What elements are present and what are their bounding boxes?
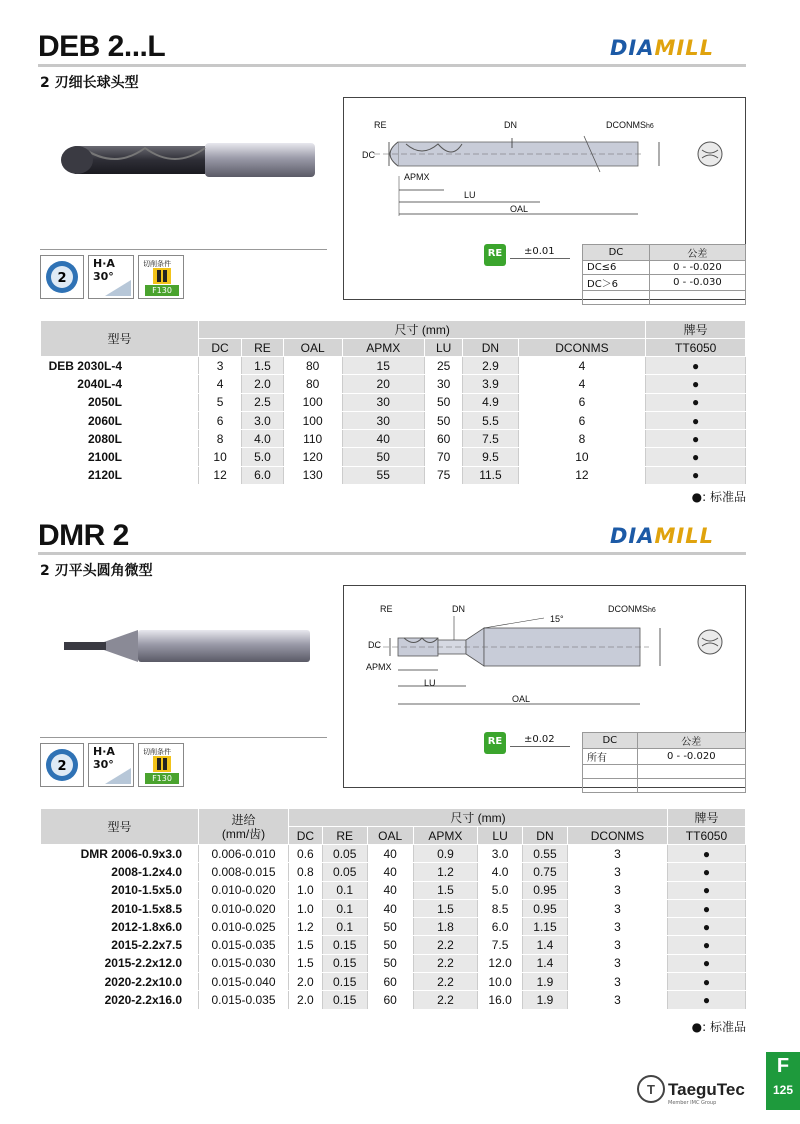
section2-subtitle: 2 刃平头圆角微型 <box>40 563 153 579</box>
value-cell: ● <box>667 954 745 972</box>
table-row <box>41 430 746 448</box>
value-cell: 0.6 <box>289 845 323 863</box>
table-row <box>41 863 746 881</box>
value-cell: ● <box>646 393 746 411</box>
value-cell: 0.15 <box>322 991 367 1009</box>
value-cell: 0.95 <box>523 881 568 899</box>
value-cell: 12 <box>199 466 242 484</box>
flute-count-text-2: 2 <box>57 759 67 774</box>
section1-subtitle: 2 刃细长球头型 <box>40 75 139 91</box>
table-row <box>41 954 746 972</box>
model-cell: 2100L <box>41 448 199 466</box>
re-tolerance-value: ±0.01 <box>524 246 555 257</box>
value-cell: 8.5 <box>478 899 523 917</box>
value-cell: 3 <box>199 357 242 375</box>
feed-cell: 0.010-0.020 <box>199 881 289 899</box>
cutting-code-badge-2: F130 <box>145 773 179 784</box>
value-cell: 8 <box>199 430 242 448</box>
value-cell: 2.0 <box>289 973 323 991</box>
section-letter: F <box>776 1055 790 1077</box>
value-cell: 10 <box>518 448 646 466</box>
value-cell: 50 <box>424 393 462 411</box>
corner-radius-end-mill-image <box>60 628 315 664</box>
value-cell: 1.9 <box>523 973 568 991</box>
value-cell: 0.1 <box>322 918 367 936</box>
value-cell: 1.5 <box>289 936 323 954</box>
section1-spec-table: 型号 尺寸 (mm) 牌号 DC RE OAL APMX LU DN DCONMS TT6050 DEB 2030L-4 3 1.5 80 15 25 2.9 4 ● 2040L-4 4 2.0 80 20 30 3.9 4 ● 2050L 5 2.5 100 30 50 4.9 6 ● 2060L 6 3.0 100 30 50 5.5 6 ● 2080L 8 4.0 110 40 60 7.5 8 ● 2100L 10 5.0 120 50 70 9.5 10 ● 2120L 12 6.0 130 55 75 11.5 12 ● <box>40 320 746 485</box>
value-cell: 4.0 <box>478 863 523 881</box>
table-row <box>41 918 746 936</box>
value-cell: 1.2 <box>413 863 477 881</box>
value-cell: 30 <box>342 393 424 411</box>
feed-cell: 0.008-0.015 <box>199 863 289 881</box>
flute-count-text: 2 <box>57 271 67 286</box>
value-cell: 3 <box>567 954 667 972</box>
value-cell: 80 <box>283 375 342 393</box>
value-cell: ● <box>667 918 745 936</box>
model-cell: DMR 2006-0.9x3.0 <box>41 845 199 863</box>
feed-cell: 0.015-0.030 <box>199 954 289 972</box>
value-cell: 1.5 <box>413 881 477 899</box>
section1-standard-note: ●: 标准品 <box>691 490 746 504</box>
diamill-logo-2: DIAMILL <box>610 524 714 548</box>
value-cell: ● <box>667 899 745 917</box>
value-cell: 6.0 <box>242 466 284 484</box>
section1-divider <box>40 249 327 250</box>
value-cell: 60 <box>367 991 413 1009</box>
value-cell: 2.9 <box>463 357 518 375</box>
cutting-condition-icon: 切削条件 F130 <box>138 255 184 299</box>
value-cell: 6 <box>518 393 646 411</box>
value-cell: 16.0 <box>478 991 523 1009</box>
section2-divider <box>40 737 327 738</box>
value-cell: 1.5 <box>289 954 323 972</box>
value-cell: 0.1 <box>322 899 367 917</box>
value-cell: 5.0 <box>242 448 284 466</box>
section2-standard-note: ●: 标准品 <box>691 1020 746 1034</box>
table-row <box>41 393 746 411</box>
value-cell: 40 <box>367 881 413 899</box>
model-cell: 2080L <box>41 430 199 448</box>
ball-end-mill-image <box>55 140 320 184</box>
model-cell: DEB 2030L-4 <box>41 357 199 375</box>
value-cell: 12 <box>518 466 646 484</box>
value-cell: 1.8 <box>413 918 477 936</box>
value-cell: 70 <box>424 448 462 466</box>
table-row <box>41 375 746 393</box>
feed-cell: 0.015-0.040 <box>199 973 289 991</box>
value-cell: 50 <box>367 918 413 936</box>
value-cell: 0.9 <box>413 845 477 863</box>
value-cell: 12.0 <box>478 954 523 972</box>
value-cell: ● <box>646 430 746 448</box>
model-cell: 2020-2.2x10.0 <box>41 973 199 991</box>
model-cell: 2010-1.5x5.0 <box>41 881 199 899</box>
taegutec-logo-text: TaeguTec <box>668 1080 745 1099</box>
value-cell: 1.0 <box>289 881 323 899</box>
value-cell: 50 <box>367 954 413 972</box>
value-cell: 0.05 <box>322 845 367 863</box>
value-cell: 6.0 <box>478 918 523 936</box>
value-cell: 6 <box>518 411 646 429</box>
value-cell: ● <box>646 375 746 393</box>
cutting-condition-icon-2: 切削条件 F130 <box>138 743 184 787</box>
value-cell: 60 <box>367 973 413 991</box>
table-row <box>41 845 746 863</box>
table-row <box>41 991 746 1009</box>
value-cell: 60 <box>424 430 462 448</box>
value-cell: 20 <box>342 375 424 393</box>
value-cell: 40 <box>367 845 413 863</box>
model-cell: 2040L-4 <box>41 375 199 393</box>
value-cell: 7.5 <box>478 936 523 954</box>
value-cell: ● <box>667 991 745 1009</box>
section2-title: DMR 2 <box>38 519 129 552</box>
value-cell: ● <box>667 936 745 954</box>
value-cell: 4 <box>518 375 646 393</box>
taegutec-logo-sub: Member IMC Group <box>668 1100 717 1106</box>
table-row <box>41 411 746 429</box>
value-cell: 15 <box>342 357 424 375</box>
value-cell: 1.2 <box>289 918 323 936</box>
value-cell: 1.4 <box>523 954 568 972</box>
value-cell: 10 <box>199 448 242 466</box>
value-cell: 80 <box>283 357 342 375</box>
value-cell: 30 <box>424 375 462 393</box>
value-cell: 1.5 <box>413 899 477 917</box>
table-row <box>41 448 746 466</box>
table-row <box>41 881 746 899</box>
value-cell: 3.0 <box>478 845 523 863</box>
value-cell: 4 <box>518 357 646 375</box>
value-cell: 1.5 <box>242 357 284 375</box>
section-tab <box>766 1052 800 1110</box>
value-cell: 75 <box>424 466 462 484</box>
value-cell: 40 <box>342 430 424 448</box>
value-cell: 0.15 <box>322 954 367 972</box>
value-cell: 4 <box>199 375 242 393</box>
value-cell: 1.9 <box>523 991 568 1009</box>
value-cell: 2.2 <box>413 954 477 972</box>
re-tolerance-badge: RE <box>484 244 506 266</box>
value-cell: 11.5 <box>463 466 518 484</box>
value-cell: ● <box>667 973 745 991</box>
table-row <box>41 973 746 991</box>
feed-cell: 0.010-0.025 <box>199 918 289 936</box>
value-cell: ● <box>667 863 745 881</box>
value-cell: 100 <box>283 411 342 429</box>
value-cell: 0.55 <box>523 845 568 863</box>
value-cell: 1.4 <box>523 936 568 954</box>
model-cell: 2020-2.2x16.0 <box>41 991 199 1009</box>
value-cell: 0.05 <box>322 863 367 881</box>
value-cell: 0.95 <box>523 899 568 917</box>
table-row <box>41 936 746 954</box>
value-cell: 50 <box>367 936 413 954</box>
value-cell: ● <box>667 845 745 863</box>
value-cell: 2.0 <box>242 375 284 393</box>
value-cell: ● <box>646 466 746 484</box>
helix-angle-icon-2: H·A 30° <box>88 743 134 787</box>
value-cell: 7.5 <box>463 430 518 448</box>
model-cell: 2008-1.2x4.0 <box>41 863 199 881</box>
section2-tolerance-table: DC 公差 所有 0 - -0.020 <box>582 732 746 793</box>
value-cell: 3 <box>567 863 667 881</box>
taegutec-logo-icon <box>636 1074 666 1104</box>
value-cell: 100 <box>283 393 342 411</box>
model-cell: 2050L <box>41 393 199 411</box>
value-cell: 0.8 <box>289 863 323 881</box>
value-cell: ● <box>646 357 746 375</box>
value-cell: 3 <box>567 899 667 917</box>
value-cell: ● <box>667 881 745 899</box>
section2-rule <box>38 552 746 555</box>
value-cell: 0.75 <box>523 863 568 881</box>
value-cell: 25 <box>424 357 462 375</box>
value-cell: 50 <box>342 448 424 466</box>
value-cell: 9.5 <box>463 448 518 466</box>
feed-cell: 0.015-0.035 <box>199 991 289 1009</box>
value-cell: 3 <box>567 973 667 991</box>
model-cell: 2010-1.5x8.5 <box>41 899 199 917</box>
value-cell: 6 <box>199 411 242 429</box>
feed-cell: 0.015-0.035 <box>199 936 289 954</box>
value-cell: 4.9 <box>463 393 518 411</box>
value-cell: 0.1 <box>322 881 367 899</box>
model-cell: 2015-2.2x12.0 <box>41 954 199 972</box>
value-cell: 110 <box>283 430 342 448</box>
section1-rule <box>38 64 746 67</box>
flute-count-icon <box>40 255 84 299</box>
value-cell: 3 <box>567 936 667 954</box>
value-cell: 1.15 <box>523 918 568 936</box>
value-cell: 3 <box>567 991 667 1009</box>
section1-tolerance-table: DC 公差 DC≤6 0 - -0.020 DC＞6 0 - -0.030 <box>582 244 746 305</box>
value-cell: 3 <box>567 881 667 899</box>
value-cell: 3.9 <box>463 375 518 393</box>
value-cell: 4.0 <box>242 430 284 448</box>
value-cell: 55 <box>342 466 424 484</box>
section2-spec-table: 型号 进给 (mm/齿) 尺寸 (mm) 牌号 DC RE OAL APMX LU DN DCONMS TT6050 DMR 2006-0.9x3.0 0.006-0.010 0.6 0.05 40 0.9 3.0 0.55 3 ● 2008-1.2x4.0 0.008-0.015 0.8 0.05 40 1.2 4.0 0.75 3 ● 2010-1.5x5.0 0.010-0.020 1.0 0.1 40 1.5 5.0 0.95 3 ● 2010-1.5x8.5 0.010-0.020 1.0 0.1 40 1.5 8.5 0.95 3 ● 2012-1.8x6.0 0.010-0.025 1.2 0.1 50 1.8 6.0 1.15 3 ● 2015-2.2x7.5 0.015-0.035 1.5 0.15 50 2.2 7.5 1.4 3 ● 2015-2.2x12.0 0.015-0.030 1.5 0.15 50 2.2 12.0 1.4 3 ● 2020-2.2x10.0 0.015-0.040 2.0 0.15 60 2.2 10.0 1.9 3 ● 2020-2.2x16.0 0.015-0.035 2.0 0.15 60 2.2 16.0 1.9 3 ● <box>40 808 746 1010</box>
value-cell: 2.2 <box>413 936 477 954</box>
diamill-logo: DIAMILL <box>610 36 714 60</box>
value-cell: ● <box>646 448 746 466</box>
value-cell: 0.15 <box>322 936 367 954</box>
cutting-code-badge: F130 <box>145 285 179 296</box>
value-cell: 5 <box>199 393 242 411</box>
value-cell: 30 <box>342 411 424 429</box>
feed-cell: 0.006-0.010 <box>199 845 289 863</box>
value-cell: 3 <box>567 845 667 863</box>
value-cell: 2.0 <box>289 991 323 1009</box>
value-cell: 2.5 <box>242 393 284 411</box>
re-tolerance-badge-2: RE <box>484 732 506 754</box>
table-row <box>41 899 746 917</box>
model-cell: 2060L <box>41 411 199 429</box>
value-cell: ● <box>646 411 746 429</box>
feed-cell: 0.010-0.020 <box>199 899 289 917</box>
re-tolerance-value-2: ±0.02 <box>524 734 555 745</box>
svg-text:T: T <box>647 1082 655 1097</box>
value-cell: 120 <box>283 448 342 466</box>
section1-title: DEB 2...L <box>38 30 166 63</box>
section1-drawing: RE DN DCONMSh6 DC APMX LU OAL RE ±0.01 DC 公差 DC≤6 0 - -0.020 DC＞6 0 - -0.030 <box>343 97 746 300</box>
model-cell: 2015-2.2x7.5 <box>41 936 199 954</box>
page-number: 125 <box>772 1083 794 1097</box>
value-cell: 5.5 <box>463 411 518 429</box>
value-cell: 0.15 <box>322 973 367 991</box>
value-cell: 8 <box>518 430 646 448</box>
table-row <box>41 466 746 484</box>
value-cell: 1.0 <box>289 899 323 917</box>
value-cell: 40 <box>367 863 413 881</box>
value-cell: 2.2 <box>413 973 477 991</box>
value-cell: 10.0 <box>478 973 523 991</box>
value-cell: 5.0 <box>478 881 523 899</box>
flute-count-icon-2 <box>40 743 84 787</box>
value-cell: 40 <box>367 899 413 917</box>
model-cell: 2012-1.8x6.0 <box>41 918 199 936</box>
table-row <box>41 357 746 375</box>
value-cell: 130 <box>283 466 342 484</box>
value-cell: 50 <box>424 411 462 429</box>
value-cell: 2.2 <box>413 991 477 1009</box>
value-cell: 3 <box>567 918 667 936</box>
helix-angle-icon: H·A 30° <box>88 255 134 299</box>
model-cell: 2120L <box>41 466 199 484</box>
section2-drawing: RE DN 15° DCONMSh6 DC APMX LU OAL RE ±0.02 DC 公差 所有 0 - -0.020 <box>343 585 746 788</box>
value-cell: 3.0 <box>242 411 284 429</box>
